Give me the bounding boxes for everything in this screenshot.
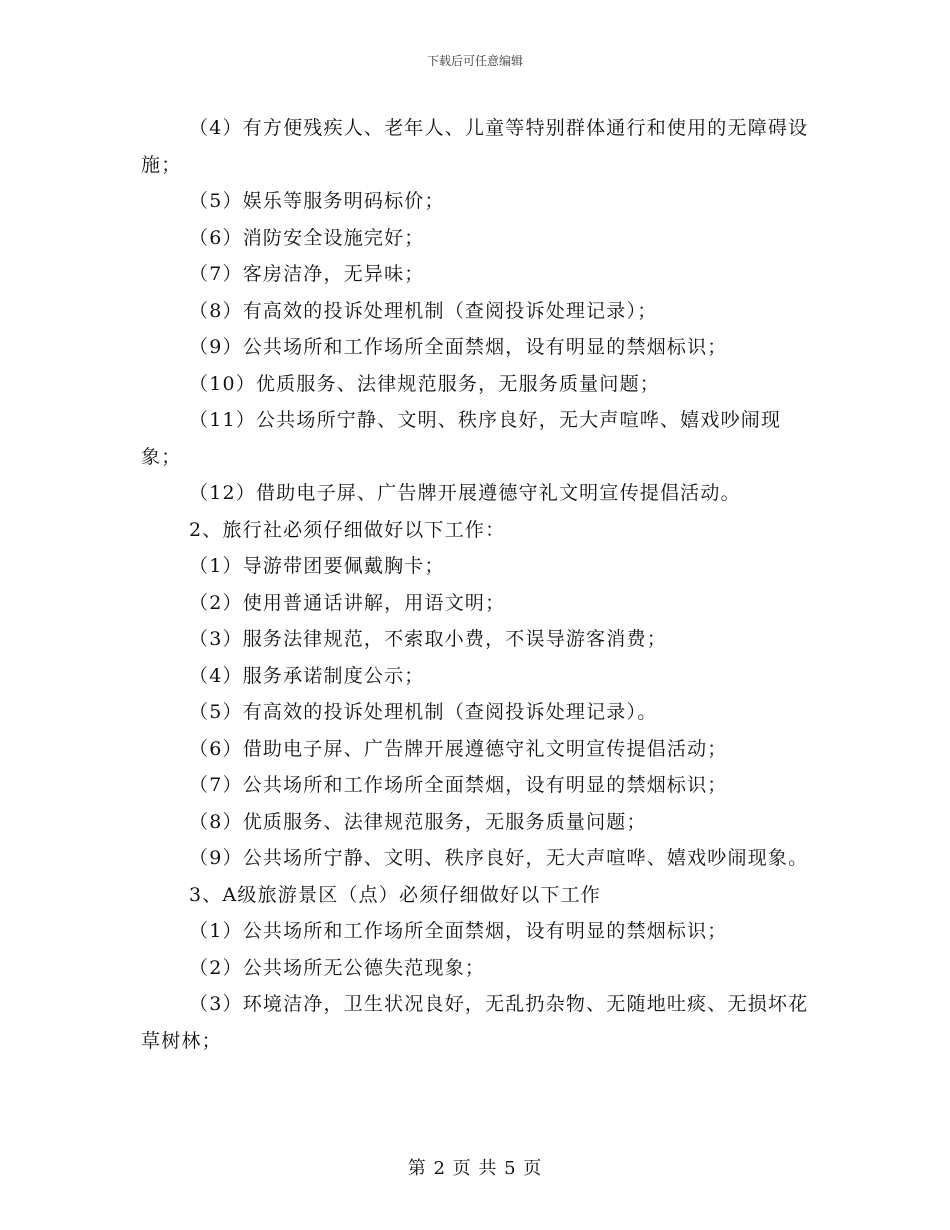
paragraph: （4）服务承诺制度公示；	[189, 664, 425, 687]
paragraph: （1）导游带团要佩戴胸卡；	[189, 555, 445, 577]
paragraph: （4）有方便残疾人、老年人、儿童等特别群体通行和使用的无障碍设施；	[141, 117, 809, 176]
paragraph: （7）公共场所和工作场所全面禁烟，设有明显的禁烟标识；	[189, 774, 728, 796]
paragraph: （7）客房洁净，无异味；	[189, 263, 425, 285]
paragraph: （12）借助电子屏、广告牌开展遵德守礼文明宣传提倡活动。	[189, 482, 741, 504]
page-footer: 第 2 页 共 5 页	[407, 1158, 543, 1179]
section-heading: 2、旅行社必须仔细做好以下工作：	[189, 518, 506, 541]
paragraph: （2）使用普通话讲解，用语文明；	[189, 591, 506, 614]
paragraph: （6）消防安全设施完好；	[189, 226, 425, 249]
paragraph: （3）服务法律规范，不索取小费，不误导游客消费；	[189, 628, 667, 650]
paragraph: （1）公共场所和工作场所全面禁烟，设有明显的禁烟标识；	[189, 920, 728, 942]
paragraph: （8）有高效的投诉处理机制（查阅投诉处理记录）；	[189, 299, 658, 322]
page-header: 下载后可任意编辑	[426, 54, 523, 68]
paragraph: （11）公共场所宁静、文明、秩序良好，无大声喧哗、嬉戏吵闹现象；	[141, 409, 782, 468]
document-body	[141, 110, 821, 1059]
paragraph: （3）环境洁净，卫生状况良好，无乱扔杂物、无随地吐痰、无损坏花草树林；	[141, 993, 809, 1052]
paragraph: （6）借助电子屏、广告牌开展遵德守礼文明宣传提倡活动；	[189, 737, 728, 760]
section-heading: 3、A级旅游景区（点）必须仔细做好以下工作	[189, 883, 602, 906]
paragraph: （5）有高效的投诉处理机制（查阅投诉处理记录）。	[189, 701, 658, 723]
paragraph: （2）公共场所无公德失范现象；	[189, 956, 486, 979]
paragraph: （10）优质服务、法律规范服务，无服务质量问题；	[189, 372, 660, 395]
paragraph: （9）公共场所和工作场所全面禁烟，设有明显的禁烟标识；	[189, 336, 728, 358]
paragraph: （9）公共场所宁静、文明、秩序良好，无大声喧哗、嬉戏吵闹现象。	[189, 847, 809, 869]
paragraph: （8）优质服务、法律规范服务，无服务质量问题；	[189, 810, 647, 833]
paragraph: （5）娱乐等服务明码标价；	[189, 190, 445, 212]
